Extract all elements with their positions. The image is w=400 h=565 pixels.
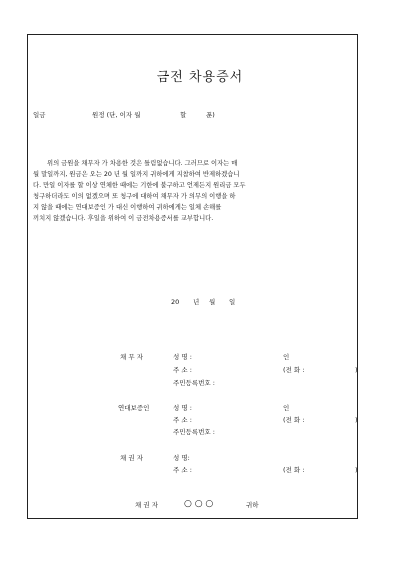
document-border: [27, 34, 358, 519]
guarantor-address-row: [0, 415, 400, 425]
amount-interest-unit: 할: [180, 111, 187, 119]
creditor-phone-label: (전 화 :: [283, 466, 305, 474]
debtor-address-row: [0, 365, 400, 375]
date-month: 월: [209, 298, 216, 306]
agreement-paragraph: [33, 158, 353, 224]
creditor-name-row: [0, 453, 400, 463]
date-year: 년: [193, 298, 200, 306]
amount-interest-end: 푼): [206, 111, 215, 119]
guarantor-name-row: [0, 403, 400, 413]
creditor-address-label: 주 소 :: [173, 466, 192, 474]
debtor-id-label: 주민등록번호 :: [173, 379, 215, 387]
debtor-phone-close: ): [355, 366, 358, 374]
date-day: 일: [229, 298, 236, 306]
guarantor-id-label: 주민등록번호 :: [173, 428, 215, 436]
closing-name-placeholder: ○ ○ ○: [184, 499, 214, 509]
guarantor-seal: 인: [283, 404, 290, 412]
paragraph-line: 청구하더라도 이의 없겠으며 또 청구에 대하여 채무자 가 의무의 이행을 하: [33, 193, 236, 200]
debtor-id-row: [0, 378, 400, 388]
paragraph-line: 지 않을 때에는 연대보증인 가 대신 이행하여 귀하에게는 일체 손해를: [33, 204, 222, 211]
closing-honorific: 귀하: [246, 501, 259, 509]
paragraph-line: 다. 만일 이자를 할 이상 연체한 때에는 기한에 불구하고 언제든지 원리금 모두: [33, 182, 246, 189]
debtor-phone-label: (전 화 :: [283, 366, 305, 374]
amount-suffix: 원정 (단, 이자 월: [92, 111, 141, 119]
date-year-prefix: 20: [171, 298, 180, 306]
creditor-address-row: [0, 465, 400, 475]
closing-line: [0, 500, 400, 512]
guarantor-phone-label: (전 화 :: [283, 416, 305, 424]
creditor-name-label: 성 명:: [173, 454, 190, 462]
creditor-phone-close: ): [355, 466, 358, 474]
debtor-address-label: 주 소 :: [173, 366, 192, 374]
debtor-seal: 인: [283, 353, 290, 361]
debtor-name-row: [0, 352, 400, 362]
amount-prefix: 일금: [33, 111, 46, 119]
guarantor-address-label: 주 소 :: [173, 416, 192, 424]
paragraph-line: 월 말일까지, 원금은 오는 20 년 월 일까지 귀하에게 지참하여 반제하겠습니: [33, 171, 240, 178]
guarantor-phone-close: ): [355, 416, 358, 424]
closing-role: 채 권 자: [135, 501, 158, 509]
document-title: 금전 차용증서: [156, 70, 244, 85]
paragraph-line: 위의 금원을 채무자 가 차용한 것은 틀림없습니다. 그러므로 이자는 매: [47, 160, 238, 167]
debtor-name-label: 성 명 :: [173, 353, 192, 361]
guarantor-name-label: 성 명 :: [173, 404, 192, 412]
guarantor-role: 연대보증인: [118, 404, 150, 412]
debtor-role: 채 무 자: [120, 353, 143, 361]
paragraph-line: 끼치지 않겠습니다. 후일을 위하여 이 금전차용증서를 교부합니다.: [33, 215, 214, 222]
guarantor-id-row: [0, 427, 400, 437]
creditor-role: 채 권 자: [120, 454, 143, 462]
